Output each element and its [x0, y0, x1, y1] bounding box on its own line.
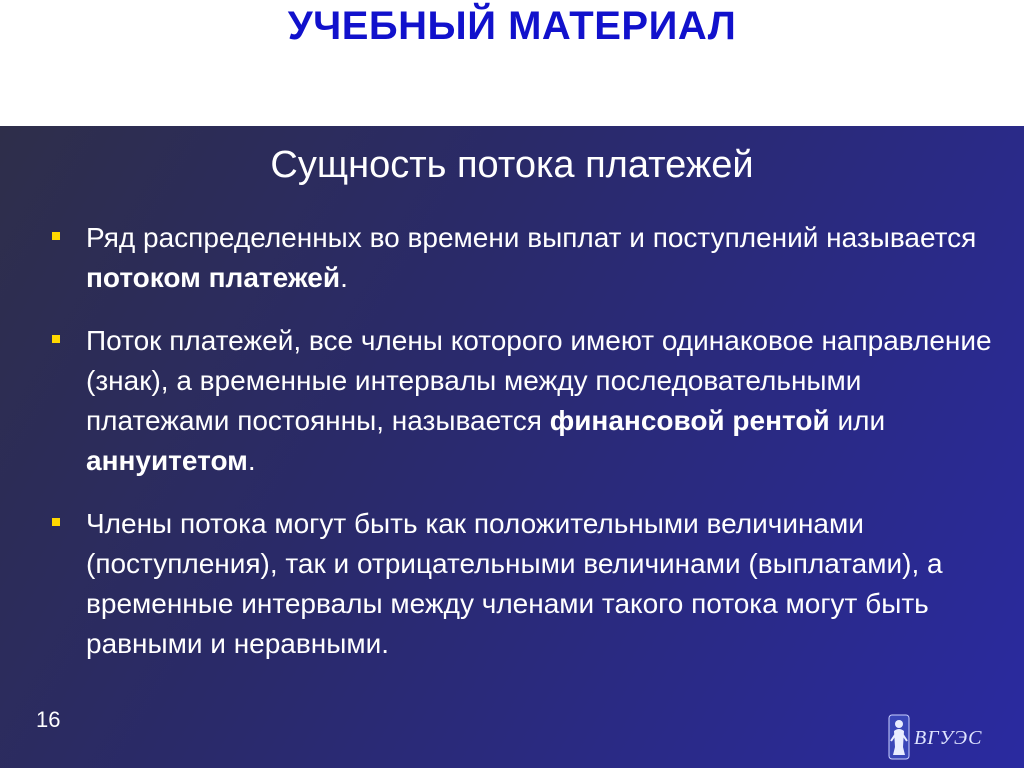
- bullet-text: Ряд распределенных во времени выплат и поступлений называется: [86, 222, 977, 253]
- bullet-item: [46, 218, 996, 298]
- bullet-bold-term: аннуитетом: [86, 445, 248, 476]
- university-logo: [888, 713, 998, 761]
- slide-subtitle: Сущность потока платежей: [270, 144, 754, 186]
- bullet-item: [46, 321, 996, 481]
- page-number: 16: [36, 707, 61, 732]
- header-title: УЧЕБНЫЙ МАТЕРИАЛ: [287, 4, 737, 48]
- slide-header: [0, 0, 1024, 126]
- bullet-text: .: [247, 445, 256, 476]
- bullet-text: Члены потока могут быть как положительными величинами (поступления), так и отрицательными величинами (выплатами), а временные интервалы между членами такого потока могут быть равными и неравными.: [86, 508, 943, 659]
- bullet-list: [46, 218, 996, 687]
- bullet-item: [46, 504, 996, 664]
- bullet-text: или: [829, 405, 886, 436]
- logo-text: ВГУЭС: [914, 727, 983, 749]
- bullet-text: Поток платежей, все члены которого имеют одинаковое направление (знак), а временные интервалы между последовательными платежами постоянны, называется: [86, 325, 992, 436]
- bullet-square-icon: [52, 335, 60, 343]
- bullet-square-icon: [52, 518, 60, 526]
- bullet-square-icon: [52, 232, 60, 240]
- bullet-text: .: [340, 262, 348, 293]
- bullet-bold-term: потоком платежей: [86, 262, 341, 293]
- bullet-bold-term: финансовой рентой: [549, 405, 830, 436]
- statue-icon: [888, 713, 910, 761]
